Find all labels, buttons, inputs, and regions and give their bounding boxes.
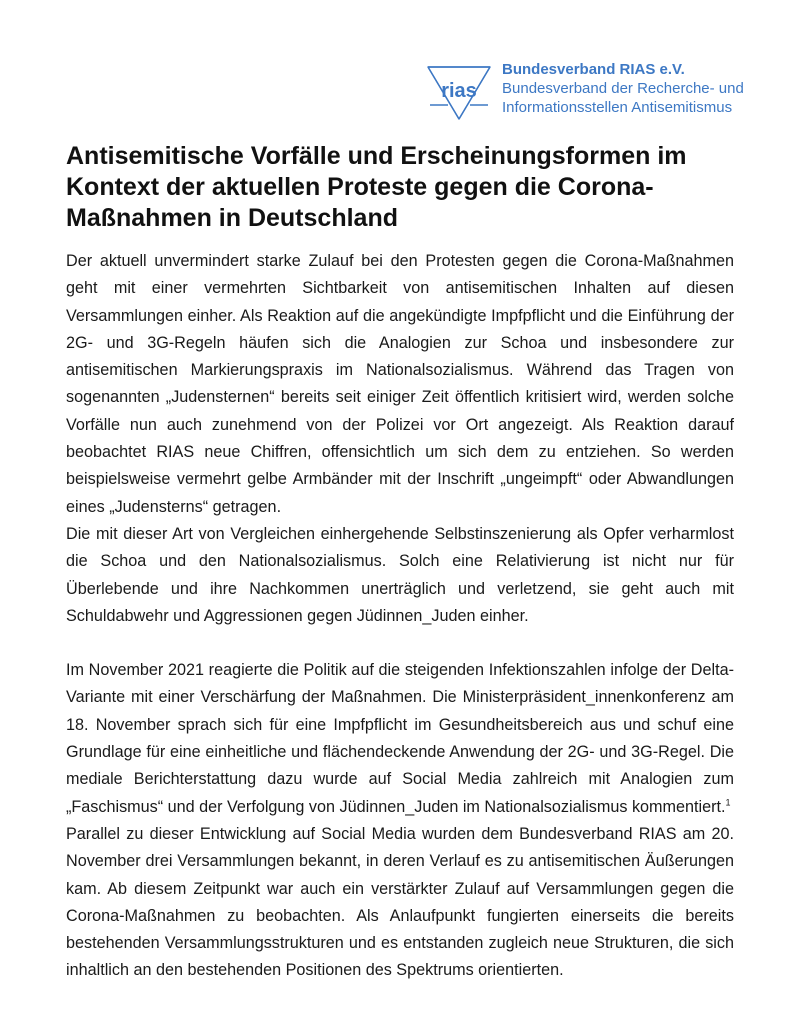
paragraph-4: Parallel zu dieser Entwicklung auf Social Media wurden dem Bundesverband RIAS am 20. November drei Versammlungen bekannt, in deren Verlauf es zu antisemitischen Äußerungen kam. Ab diesem Zeitpunkt war auch ein verstärkter Zulauf auf Versammlungen gegen die Corona-Maßnahmen zu beobachten. Als Anlaufpunkt fungierten einerseits die bereits bestehenden Versammlungsstrukturen und es entstanden zugleich neue Strukturen, die sich inhaltlich an den bestehenden Positionen des Spektrums orientierten.: [66, 824, 734, 980]
paragraph-3: [66, 657, 734, 821]
logo-text: rias: [441, 80, 477, 102]
paragraph-spacer: [66, 630, 734, 657]
org-subtitle-line2: Informationsstellen Antisemitismus: [502, 99, 733, 116]
org-name: Bundesverband RIAS e.V.: [502, 61, 685, 78]
paragraph-1: Der aktuell unvermindert starke Zulauf bei den Protesten gegen die Corona-Maßnahmen geht mit einer vermehrten Sichtbarkeit von antisemitischen Inhalten auf diesen Versammlungen einher. Als Reaktion auf die angekündigte Impfpflicht und die Einführung der 2G- und 3G-Regeln häufen sich die Analogien zur Schoa und insbesondere zur antisemitischen Markierungspraxis im Nationalsozialismus. Während das Tragen von sogenannten „Judensternen“ bereits seit einiger Zeit öffentlich kritisiert wird, werden solche Vorfälle nun auch zunehmend von der Polizei vor Ort angezeigt. Als Reaktion darauf beobachtet RIAS neue Chiffren, offensichtlich um sich dem zu entziehen. So werden beispielsweise vermehrt gelbe Armbänder mit der Inschrift „ungeimpft“ oder Abwandlungen eines „Judensterns“ getragen.: [66, 252, 734, 516]
footnote-ref-1[interactable]: 1: [725, 797, 731, 808]
organization-header: [502, 60, 792, 117]
document-title: Antisemitische Vorfälle und Erscheinungsformen im Kontext der aktuellen Proteste gegen die Corona-Maßnahmen in Deutschland: [66, 142, 687, 232]
paragraph-3-text: Im November 2021 reagierte die Politik auf die steigenden Infektionszahlen infolge der Delta-Variante mit einer Verschärfung der Maßnahmen. Die Ministerpräsident_innenkonferenz am 18. November sprach sich für eine Impfpflicht im Gesundheitsbereich aus und schuf eine Grundlage für eine einheitliche und flächendeckende Anwendung der 2G- und 3G-Regel. Die mediale Berichterstattung dazu wurde auf Social Media zahlreich mit Analogien zum „Faschismus“ und der Verfolgung von Jüdinnen_Juden im Nationalsozialismus kommentiert.: [66, 661, 734, 816]
paragraph-2: Die mit dieser Art von Vergleichen einhergehende Selbstinszenierung als Opfer verharmlost die Schoa und den Nationalsozialismus. Solch eine Relativierung ist nicht nur für Überlebende und ihre Nachkommen unerträglich und verletzend, sie geht auch mit Schuldabwehr und Aggressionen gegen Jüdinnen_Juden einher.: [66, 524, 734, 625]
document-body: [66, 248, 734, 985]
rias-logo: [424, 57, 494, 129]
org-subtitle-line1: Bundesverband der Recherche- und: [502, 80, 744, 97]
